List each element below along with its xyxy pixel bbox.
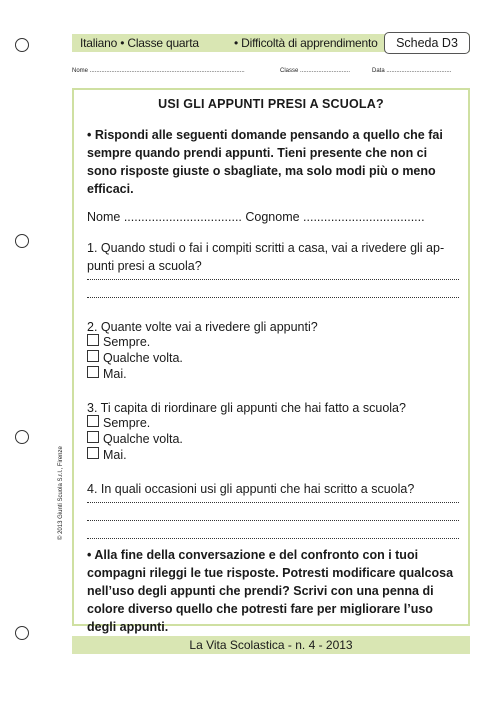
checkbox-q2-sempre[interactable] <box>87 334 99 346</box>
question-4: 4. In quali occasioni usi gli appunti che hai scritto a scuola? <box>87 482 415 496</box>
binder-hole-4 <box>15 626 29 640</box>
checkbox-q3-sempre[interactable] <box>87 415 99 427</box>
student-info-line <box>72 68 470 78</box>
option-label: Qualche volta. <box>103 432 183 446</box>
checkbox-q2-mai[interactable] <box>87 366 99 378</box>
header-subject: Italiano • Classe quarta <box>80 36 199 50</box>
header-topic: • Difficoltà di apprendimento <box>234 36 378 50</box>
question-3: 3. Ti capita di riordinare gli appunti che hai fatto a scuola? <box>87 401 406 415</box>
worksheet-title: USI GLI APPUNTI PRESI A SCUOLA? <box>158 97 384 111</box>
footer-band: La Vita Scolastica - n. 4 - 2013 <box>72 636 470 654</box>
answer-line[interactable] <box>87 279 459 280</box>
closing-paragraph: • Alla fine della conversazione e del confronto con i tuoi compagni rileggi le tue risposte. Potresti modificare qualcosa nell’uso degli appunti che prendi? Scrivi con una penna di colore diverso quello che potresti fare per migliorare l’uso degli appunti. <box>87 548 454 634</box>
answer-line[interactable] <box>87 502 459 503</box>
field-classe[interactable]: Classe .............................. <box>280 68 351 74</box>
copyright-credit: © 2013 Giunti Scuola S.r.l., Firenze <box>58 446 64 540</box>
checkbox-q2-qualche-volta[interactable] <box>87 350 99 362</box>
question-1: 1. Quando studi o fai i compiti scritti a casa, vai a rivedere gli ap- punti presi a scuola? <box>87 241 445 273</box>
binder-hole-1 <box>15 38 29 52</box>
name-surname-line[interactable]: Nome .................................. Cognome ................................... <box>87 210 425 224</box>
answer-line[interactable] <box>87 538 459 539</box>
checkbox-q3-qualche-volta[interactable] <box>87 431 99 443</box>
answer-line[interactable] <box>87 520 459 521</box>
option-label: Mai. <box>103 367 127 381</box>
option-label: Mai. <box>103 448 127 462</box>
checkbox-q3-mai[interactable] <box>87 447 99 459</box>
option-label: Sempre. <box>103 335 151 349</box>
option-label: Sempre. <box>103 416 151 430</box>
worksheet-card <box>72 88 470 634</box>
header-band <box>72 34 470 52</box>
binder-hole-3 <box>15 430 29 444</box>
intro-paragraph: • Rispondi alle seguenti domande pensando a quello che fai sempre quando prendi appunti. Tieni presente che non ci sono risposte giuste o sbagliate, ma solo modi più o meno efficaci. <box>87 128 443 196</box>
binder-hole-2 <box>15 234 29 248</box>
field-nome[interactable]: Nome ............................................................................................. <box>72 68 245 74</box>
question-2: 2. Quante volte vai a rivedere gli appunti? <box>87 320 318 334</box>
option-label: Qualche volta. <box>103 351 183 365</box>
field-data[interactable]: Data ....................................... <box>372 68 452 74</box>
sheet-tab: Scheda D3 <box>384 32 470 54</box>
answer-line[interactable] <box>87 297 459 298</box>
